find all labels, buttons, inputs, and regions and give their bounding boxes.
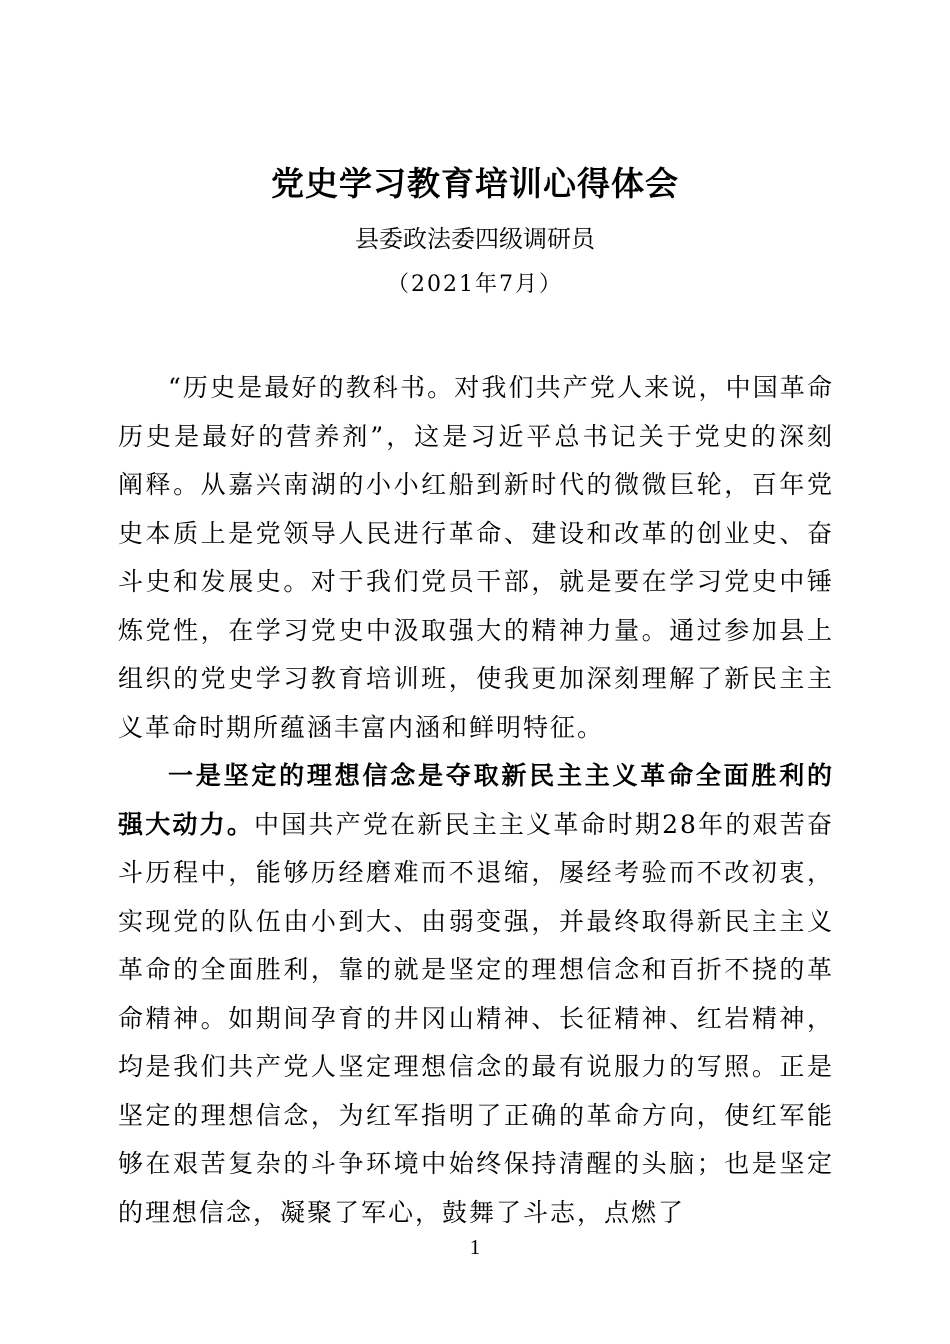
- page-number: 1: [469, 1235, 481, 1259]
- paragraph-point-one-text: 中国共产党在新民主主义革命时期28年的艰苦奋斗历程中，能够历经磨难而不退缩，屡经考验而不改初衷，实现党的队伍由小到大、由弱变强，并最终取得新民主主义革命的全面胜利，靠的就是坚定的理想信念和百折不挠的革命精神。如期间孕育的井冈山精神、长征精神、红岩精神，均是我们共产党人坚定理想信念的最有说服力的写照。正是坚定的理想信念，为红军指明了正确的革命方向，使红军能够在艰苦复杂的斗争环境中始终保持清醒的头脑；也是坚定的理想信念，凝聚了军心，鼓舞了斗志，点燃了: [118, 809, 834, 1227]
- document-date: （2021年7月）: [387, 272, 563, 297]
- paragraph-point-one: [118, 752, 834, 1237]
- document-body: [118, 364, 834, 1237]
- document-title: 党史学习教育培训心得体会: [271, 164, 679, 203]
- paragraph-intro-text: “历史是最好的教科书。对我们共产党人来说，中国革命历史是最好的营养剂”，这是习近平总书记关于党史的深刻阐释。从嘉兴南湖的小小红船到新时代的微微巨轮，百年党史本质上是党领导人民进行革命、建设和改革的创业史、奋斗史和发展史。对于我们党员干部，就是要在学习党史中锤炼党性，在学习党史中汲取强大的精神力量。通过参加县上组织的党史学习教育培训班，使我更加深刻理解了新民主主义革命时期所蕴涵丰富内涵和鲜明特征。: [118, 373, 834, 742]
- paragraph-intro: [118, 364, 834, 752]
- paragraph-point-one-heading: 一是坚定的理想信念是夺取新民主主义革命全面胜利的强大动力。: [118, 761, 834, 839]
- document-author: 县委政法委四级调研员: [355, 225, 595, 253]
